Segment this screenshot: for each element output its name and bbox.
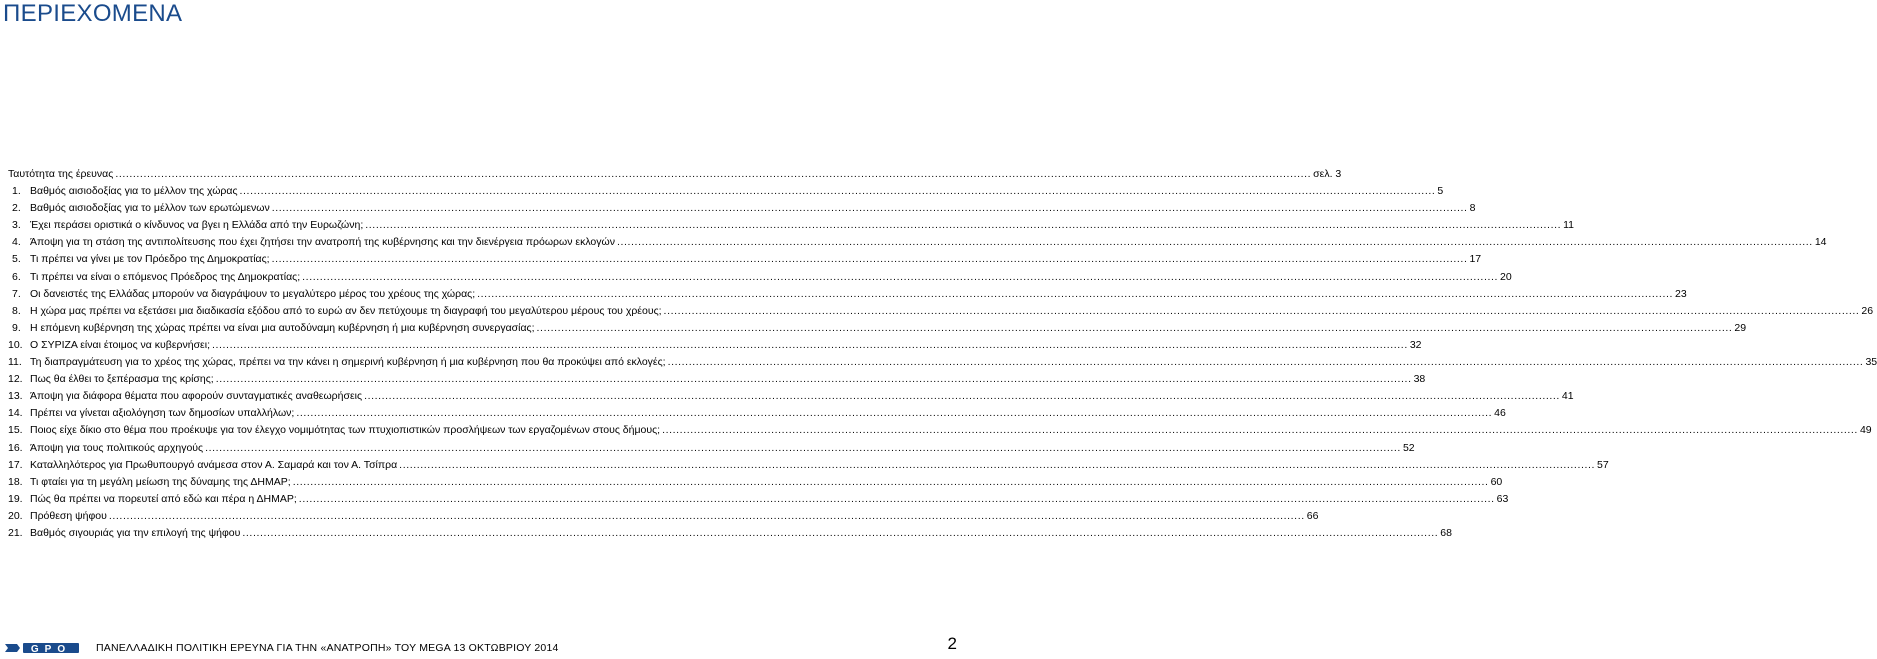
- toc-entry-text: Τι φταίει για τη μεγάλη μείωση της δύναμης της ΔΗΜΑΡ;: [30, 475, 291, 488]
- toc-leader-dots: [477, 288, 1673, 300]
- toc-leader-dots: [617, 236, 1813, 248]
- toc-entry-page: 57: [1597, 458, 1609, 471]
- toc-entry-text: Βαθμός αισιοδοξίας για το μέλλον των ερωτώμενων: [30, 202, 270, 215]
- toc-entry-text: Ο ΣΥΡΙΖΑ είναι έτοιμος να κυβερνήσει;: [30, 338, 210, 351]
- toc-leader-dots: [302, 271, 1498, 283]
- toc-intro-row[interactable]: [8, 168, 1342, 185]
- toc-entry-text: Πρόθεση ψήφου: [30, 509, 107, 522]
- toc-leader-dots: [662, 424, 1858, 436]
- toc-leader-dots: [668, 356, 1864, 368]
- toc-entry-text: Πρέπει να γίνεται αξιολόγηση των δημοσίων υπαλλήλων;: [30, 407, 295, 420]
- toc-entry-text: Οι δανειστές της Ελλάδας μπορούν να διαγράψουν το μεγαλύτερο μέρος του χρέους της χώρας;: [30, 287, 476, 300]
- toc-leader-dots: [216, 373, 1412, 385]
- toc-entry-number: 9.: [12, 321, 21, 334]
- page-title: ΠΕΡΙΕΧΟΜΕΝΑ: [3, 0, 183, 27]
- toc-entry-text: Πώς θα πρέπει να πορευτεί από εδώ και πέρα η ΔΗΜΑΡ;: [30, 492, 297, 505]
- toc-leader-dots: [242, 527, 1438, 539]
- toc-entry-text: Τι πρέπει να είναι ο επόμενος Πρόεδρος της Δημοκρατίας;: [30, 270, 301, 283]
- toc-entry[interactable]: [8, 202, 1476, 219]
- toc-entry-text: Η χώρα μας πρέπει να εξετάσει μια διαδικασία εξόδου από το ευρώ αν δεν πετύχουμε τη διαγραφή του μεγαλύτερου μέρους του χρέους;: [30, 304, 662, 317]
- toc-entry[interactable]: [8, 492, 1509, 510]
- footer-divider: [0, 636, 960, 637]
- toc-entry-number: 8.: [12, 304, 21, 317]
- toc-entry[interactable]: [8, 373, 1426, 390]
- toc-entry-number: 14.: [8, 407, 23, 420]
- toc-entry-page: 8: [1469, 202, 1476, 215]
- toc-leader-dots: [296, 407, 1492, 419]
- toc-entry-text: Καταλληλότερος για Πρωθυπουργό ανάμεσα στον Α. Σαμαρά και τον Α. Τσίπρα: [30, 458, 398, 471]
- toc-entry[interactable]: [8, 458, 1609, 476]
- toc-entry[interactable]: [8, 509, 1319, 527]
- toc-entry-page: 20: [1500, 270, 1512, 283]
- toc-entry[interactable]: [8, 185, 1444, 202]
- toc-leader-dots: [299, 493, 1495, 505]
- toc-entry-page: 41: [1561, 390, 1574, 403]
- toc-entry-number: 18.: [8, 475, 23, 488]
- toc-entry[interactable]: [8, 270, 1512, 288]
- toc-entry-number: 3.: [12, 219, 21, 232]
- toc-entry[interactable]: [8, 407, 1506, 424]
- toc-entry-text: Ποιος είχε δίκιο στο θέμα που προέκυψε για τον έλεγχο νομιμότητας των πτυχιοπιστικών προσλήψεων των εργαζομένων στους δήμους;: [30, 424, 661, 437]
- toc-entry-text: Άποψη για τους πολιτικούς αρχηγούς: [30, 441, 204, 454]
- toc-entry-text: Πως θα έλθει το ξεπέρασμα της κρίσης;: [30, 373, 214, 386]
- toc-entry-page: 60: [1490, 475, 1503, 488]
- toc-entry-number: 12.: [8, 373, 23, 386]
- toc-entry-text: Άποψη για τη στάση της αντιπολίτευσης που έχει ζητήσει την ανατροπή της κυβέρνησης και την διενέργεια πρόωρων εκλογών: [30, 236, 615, 249]
- toc-entry[interactable]: [8, 304, 1874, 322]
- toc-leader-dots: [365, 219, 1561, 231]
- toc-entry-page: 32: [1409, 338, 1422, 351]
- toc-entry-number: 10.: [8, 338, 23, 351]
- toc-leader-dots: [109, 510, 1305, 522]
- toc-entry-page: 29: [1734, 321, 1747, 334]
- toc-entry[interactable]: [8, 287, 1687, 305]
- toc-entry-number: 13.: [8, 390, 23, 403]
- toc-entry-text: Βαθμός σιγουριάς για την επιλογή της ψήφου: [30, 526, 241, 539]
- toc-leader-dots: [664, 305, 1860, 317]
- toc-entry-text: Άποψη για διάφορα θέματα που αφορούν συνταγματικές αναθεωρήσεις: [30, 390, 363, 403]
- toc-leader-dots: [212, 339, 1408, 351]
- toc-entry-page: 38: [1413, 373, 1426, 386]
- toc-entry-number: 20.: [8, 509, 23, 522]
- toc-leader-dots: [293, 476, 1489, 488]
- toc-entry-page: 14: [1814, 236, 1827, 249]
- toc-leader-dots: [537, 322, 1733, 334]
- toc-entry-page: 11: [1563, 219, 1575, 232]
- toc-entry-page: 52: [1402, 441, 1415, 454]
- toc-entry[interactable]: [8, 219, 1575, 236]
- toc-entry-number: 5.: [12, 253, 21, 266]
- toc-entry-number: 17.: [8, 458, 23, 471]
- page-number: 2: [947, 634, 957, 653]
- toc-entry-number: 1.: [12, 185, 21, 198]
- toc-entry-number: 15.: [8, 424, 23, 437]
- toc-entry-text: Έχει περάσει οριστικά ο κίνδυνος να βγει η Ελλάδα από την Ευρωζώνη;: [30, 219, 364, 232]
- gpo-logo: [5, 641, 83, 653]
- toc-leader-dots: [205, 442, 1401, 454]
- toc-entry[interactable]: [8, 475, 1503, 493]
- toc-entry-text: Η επόμενη κυβέρνηση της χώρας πρέπει να είναι μια αυτοδύναμη κυβέρνηση ή μια κυβέρνηση συνεργασίας;: [30, 321, 535, 334]
- toc-entry[interactable]: [8, 253, 1482, 270]
- toc-entry-page: 35: [1865, 356, 1877, 369]
- toc-entry-text: Τη διαπραγμάτευση για το χρέος της χώρας, πρέπει να την κάνει η σημερινή κυβέρνηση ή μια κυβέρνηση που θα προκύψει από εκλογές;: [30, 356, 666, 369]
- toc-entry-page: 66: [1306, 509, 1319, 522]
- toc-entry-number: 2.: [12, 202, 21, 215]
- toc-entry-page: 63: [1496, 492, 1509, 505]
- toc-leader-dots: [115, 168, 1311, 180]
- toc-entry[interactable]: [8, 526, 1452, 544]
- toc-entry-page: 5: [1437, 185, 1444, 198]
- toc-entry-page: 23: [1675, 287, 1687, 300]
- toc-entry-page: 68: [1440, 526, 1452, 539]
- svg-text:GPO: GPO: [30, 644, 72, 655]
- toc-leader-dots: [272, 202, 1468, 214]
- toc-entry-number: 11.: [8, 356, 22, 369]
- toc-entry-number: 21.: [8, 526, 23, 539]
- toc-entry-page: 46: [1494, 407, 1506, 420]
- toc-entry[interactable]: [8, 390, 1574, 407]
- toc-entry-number: 6.: [12, 270, 21, 283]
- toc-leader-dots: [364, 390, 1560, 402]
- toc-leader-dots: [272, 253, 1468, 265]
- toc-entry-number: 4.: [12, 236, 21, 249]
- table-of-contents: [8, 168, 1877, 544]
- toc-leader-dots: [399, 459, 1595, 471]
- toc-intro-text: Ταυτότητα της έρευνας: [8, 168, 114, 180]
- toc-entry-page: 17: [1469, 253, 1482, 266]
- toc-entry[interactable]: [8, 356, 1877, 373]
- toc-entry-page: 49: [1859, 424, 1872, 437]
- toc-entry[interactable]: [8, 338, 1422, 356]
- toc-entry[interactable]: [8, 424, 1872, 441]
- toc-entry-number: 19.: [8, 492, 23, 505]
- toc-entry-page: 26: [1861, 304, 1874, 317]
- toc-entry-text: Βαθμός αισιοδοξίας για το μέλλον της χώρας: [30, 185, 238, 198]
- toc-entry[interactable]: [8, 321, 1747, 339]
- toc-entry-number: 16.: [8, 441, 23, 454]
- toc-leader-dots: [240, 185, 1436, 197]
- toc-entry-number: 7.: [12, 287, 21, 300]
- toc-entry-text: Τι πρέπει να γίνει με τον Πρόεδρο της Δημοκρατίας;: [30, 253, 270, 266]
- toc-entry[interactable]: [8, 441, 1415, 459]
- toc-intro-page: σελ. 3: [1313, 168, 1342, 180]
- footer-text: ΠΑΝΕΛΛΑΔΙΚΗ ΠΟΛΙΤΙΚΗ ΕΡΕΥΝΑ ΓΙΑ ΤΗΝ «ΑΝΑΤΡΟΠΗ» ΤΟΥ MEGA 13 ΟΚΤΩΒΡΙΟΥ 2014: [96, 642, 559, 654]
- toc-entry[interactable]: [8, 236, 1827, 253]
